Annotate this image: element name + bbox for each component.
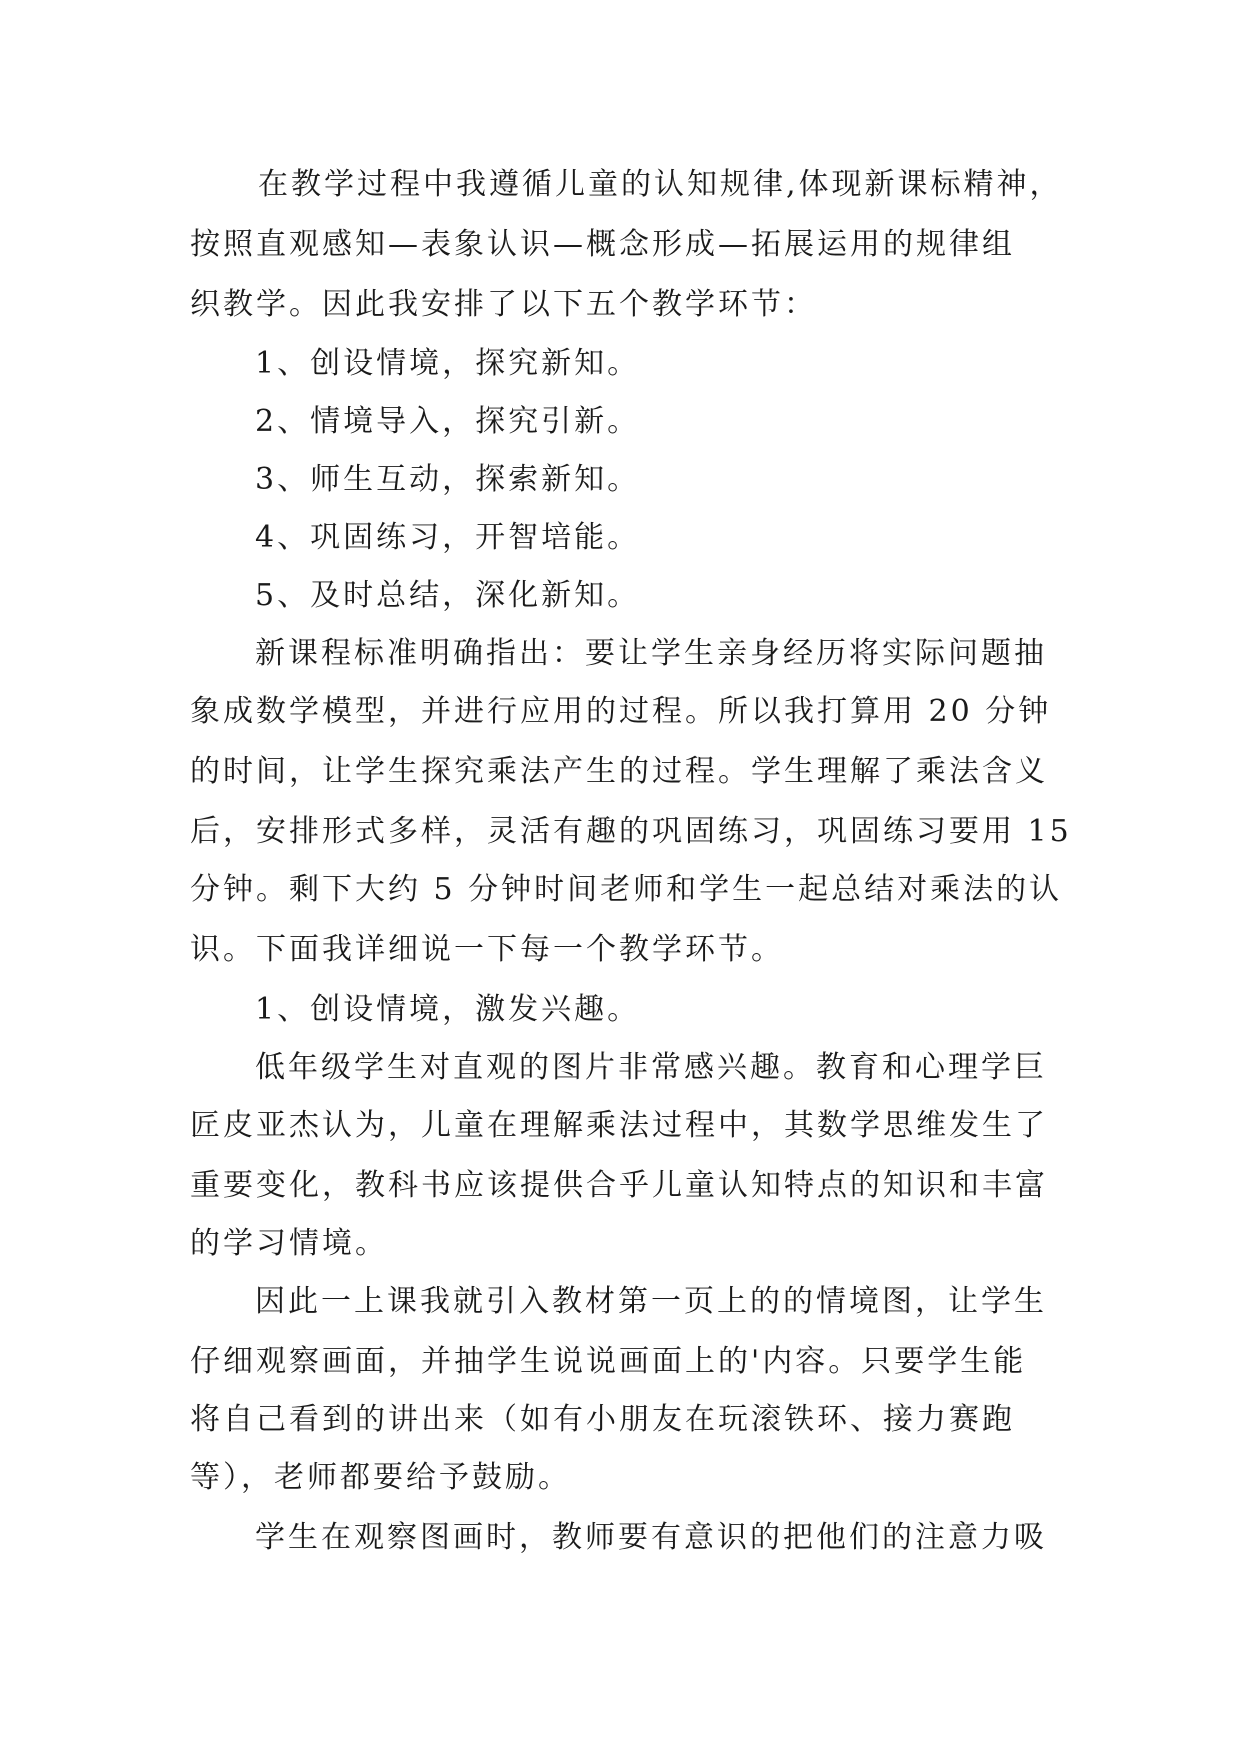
paragraph-line: 学生在观察图画时，教师要有意识的把他们的注意力吸 xyxy=(255,1520,1047,1555)
list-item: 4、巩固练习，开智培能。 xyxy=(255,520,641,555)
list-item: 2、情境导入，探究引新。 xyxy=(255,404,641,439)
paragraph-line: 在教学过程中我遵循儿童的认知规律,体现新课标精神， xyxy=(258,167,1063,202)
paragraph-line: 重要变化，教科书应该提供合乎儿童认知特点的知识和丰富 xyxy=(190,1168,1048,1203)
section-heading: 1、创设情境，激发兴趣。 xyxy=(255,992,641,1027)
paragraph-line: 识。下面我详细说一下每一个教学环节。 xyxy=(190,932,784,967)
paragraph-line: 织教学。因此我安排了以下五个教学环节： xyxy=(190,287,817,322)
paragraph-line: 的学习情境。 xyxy=(190,1226,388,1261)
list-item: 5、及时总结，深化新知。 xyxy=(255,578,641,613)
paragraph-line: 象成数学模型，并进行应用的过程。所以我打算用 20 分钟 xyxy=(190,694,1052,729)
paragraph-line: 仔细观察画面，并抽学生说说画面上的'内容。只要学生能 xyxy=(190,1344,1027,1379)
paragraph-line: 分钟。剩下大约 5 分钟时间老师和学生一起总结对乘法的认 xyxy=(190,872,1063,907)
paragraph-line: 的时间，让学生探究乘法产生的过程。学生理解了乘法含义 xyxy=(190,754,1048,789)
list-item: 3、师生互动，探索新知。 xyxy=(255,462,641,497)
paragraph-line: 因此一上课我就引入教材第一页上的的情境图，让学生 xyxy=(255,1284,1047,1319)
paragraph-line: 低年级学生对直观的图片非常感兴趣。教育和心理学巨 xyxy=(255,1050,1047,1085)
paragraph-line: 后，安排形式多样，灵活有趣的巩固练习，巩固练习要用 15 xyxy=(190,814,1072,849)
paragraph-line: 匠皮亚杰认为，儿童在理解乘法过程中，其数学思维发生了 xyxy=(190,1108,1048,1143)
paragraph-line: 按照直观感知—表象认识—概念形成—拓展运用的规律组 xyxy=(190,227,1015,262)
paragraph-line: 将自己看到的讲出来（如有小朋友在玩滚铁环、接力赛跑 xyxy=(190,1402,1015,1437)
list-item: 1、创设情境，探究新知。 xyxy=(255,346,641,381)
paragraph-line: 新课程标准明确指出：要让学生亲身经历将实际问题抽 xyxy=(255,636,1047,671)
paragraph-line: 等），老师都要给予鼓励。 xyxy=(190,1460,571,1495)
